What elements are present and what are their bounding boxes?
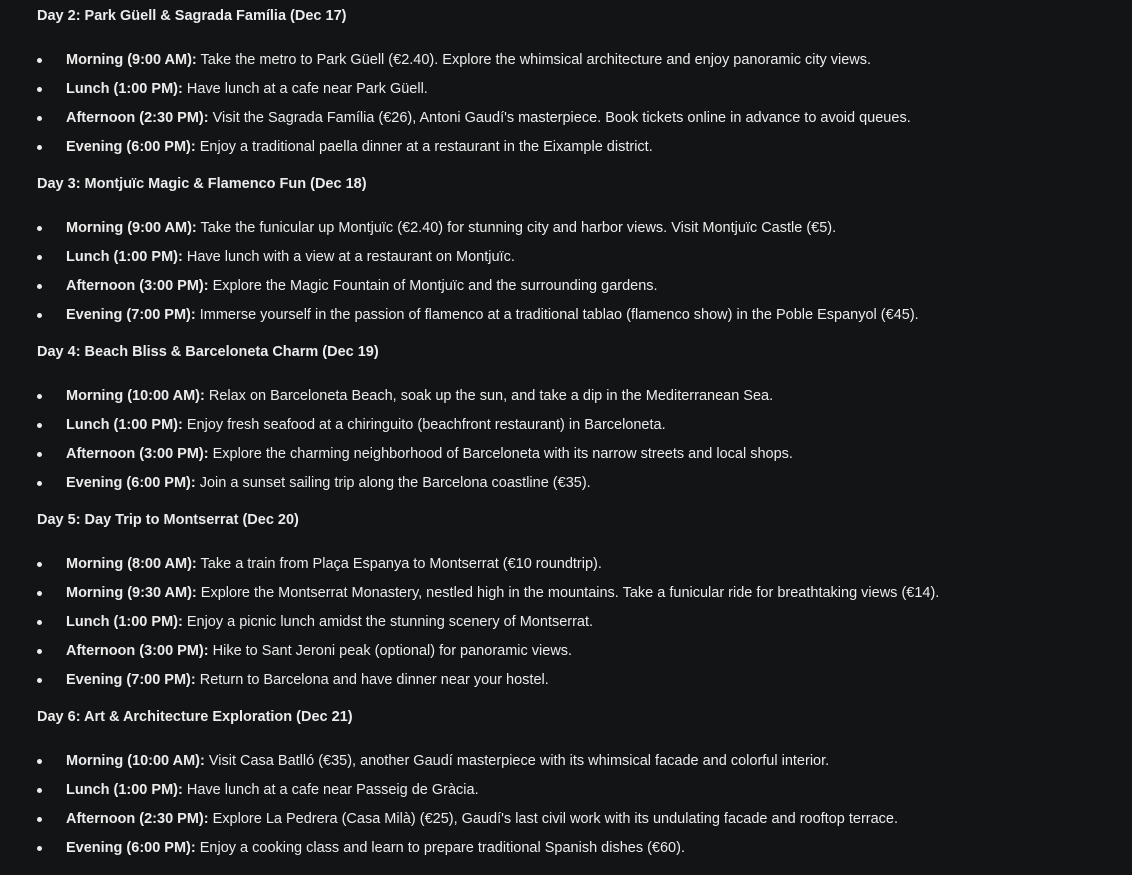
list-item xyxy=(37,133,1117,162)
activity-time-label: Morning (8:00 AM): xyxy=(66,556,197,572)
activity-time-label: Afternoon (3:00 PM): xyxy=(66,643,209,659)
bullet-icon xyxy=(37,394,42,399)
activity-text: Have lunch at a cafe near Passeig de Gràcia. xyxy=(182,782,479,798)
activity-list xyxy=(37,46,1117,162)
activity-text: Relax on Barceloneta Beach, soak up the sun, and take a dip in the Mediterranean Sea. xyxy=(204,388,774,404)
activity-list xyxy=(37,382,1117,498)
day-section xyxy=(37,342,1117,498)
list-item xyxy=(37,46,1117,75)
activity-text: Have lunch at a cafe near Park Güell. xyxy=(182,81,428,97)
list-item xyxy=(37,301,1117,330)
activity-text: Enjoy a picnic lunch amidst the stunning scenery of Montserrat. xyxy=(182,614,594,630)
activity-text: Take the funicular up Montjuïc (€2.40) for stunning city and harbor views. Visit Montjuïc Castle (€5). xyxy=(196,220,837,236)
activity-list xyxy=(37,747,1117,863)
activity-text: Explore the Magic Fountain of Montjuïc and the surrounding gardens. xyxy=(208,278,658,294)
activity-time-label: Morning (10:00 AM): xyxy=(66,753,205,769)
activity-time-label: Lunch (1:00 PM): xyxy=(66,782,183,798)
list-item xyxy=(37,805,1117,834)
activity-text: Return to Barcelona and have dinner near your hostel. xyxy=(195,672,549,688)
day-heading: Day 3: Montjuïc Magic & Flamenco Fun (Dec 18) xyxy=(37,176,367,192)
list-item xyxy=(37,382,1117,411)
bullet-icon xyxy=(37,284,42,289)
activity-time-label: Lunch (1:00 PM): xyxy=(66,417,183,433)
activity-time-label: Lunch (1:00 PM): xyxy=(66,249,183,265)
list-item xyxy=(37,747,1117,776)
activity-time-label: Evening (6:00 PM): xyxy=(66,840,196,856)
activity-time-label: Afternoon (3:00 PM): xyxy=(66,446,209,462)
activity-time-label: Evening (7:00 PM): xyxy=(66,307,196,323)
list-item xyxy=(37,666,1117,695)
bullet-icon xyxy=(37,591,42,596)
activity-time-label: Morning (9:30 AM): xyxy=(66,585,197,601)
activity-text: Take the metro to Park Güell (€2.40). Explore the whimsical architecture and enjoy panoramic city views. xyxy=(196,52,872,68)
activity-list xyxy=(37,214,1117,330)
activity-text: Enjoy a cooking class and learn to prepare traditional Spanish dishes (€60). xyxy=(195,840,685,856)
bullet-icon xyxy=(37,649,42,654)
list-item xyxy=(37,411,1117,440)
bullet-icon xyxy=(37,678,42,683)
day-heading: Day 5: Day Trip to Montserrat (Dec 20) xyxy=(37,512,299,528)
activity-text: Visit Casa Batlló (€35), another Gaudí masterpiece with its whimsical facade and colorful interior. xyxy=(204,753,830,769)
bullet-icon xyxy=(37,788,42,793)
activity-time-label: Afternoon (3:00 PM): xyxy=(66,278,209,294)
itinerary-content xyxy=(37,0,1117,875)
bullet-icon xyxy=(37,620,42,625)
day-heading: Day 6: Art & Architecture Exploration (Dec 21) xyxy=(37,709,353,725)
activity-text: Take a train from Plaça Espanya to Montserrat (€10 roundtrip). xyxy=(196,556,602,572)
activity-text: Enjoy a traditional paella dinner at a restaurant in the Eixample district. xyxy=(195,139,653,155)
day-section xyxy=(37,510,1117,695)
bullet-icon xyxy=(37,145,42,150)
bullet-icon xyxy=(37,58,42,63)
day-section xyxy=(37,6,1117,162)
bullet-icon xyxy=(37,846,42,851)
list-item xyxy=(37,469,1117,498)
activity-time-label: Lunch (1:00 PM): xyxy=(66,614,183,630)
bullet-icon xyxy=(37,817,42,822)
activity-list xyxy=(37,550,1117,695)
activity-time-label: Evening (7:00 PM): xyxy=(66,672,196,688)
activity-text: Explore La Pedrera (Casa Milà) (€25), Gaudí's last civil work with its undulating facade and rooftop terrace. xyxy=(208,811,899,827)
list-item xyxy=(37,75,1117,104)
activity-time-label: Lunch (1:00 PM): xyxy=(66,81,183,97)
day-heading: Day 2: Park Güell & Sagrada Família (Dec 17) xyxy=(37,8,347,24)
bullet-icon xyxy=(37,452,42,457)
activity-text: Visit the Sagrada Família (€26), Antoni Gaudí's masterpiece. Book tickets online in advance to avoid queues. xyxy=(208,110,911,126)
activity-text: Join a sunset sailing trip along the Barcelona coastline (€35). xyxy=(195,475,591,491)
bullet-icon xyxy=(37,481,42,486)
bullet-icon xyxy=(37,226,42,231)
bullet-icon xyxy=(37,313,42,318)
list-item xyxy=(37,776,1117,805)
activity-text: Immerse yourself in the passion of flamenco at a traditional tablao (flamenco show) in the Poble Espanyol (€45). xyxy=(195,307,919,323)
bullet-icon xyxy=(37,562,42,567)
bullet-icon xyxy=(37,423,42,428)
activity-text: Have lunch with a view at a restaurant on Montjuïc. xyxy=(182,249,515,265)
list-item xyxy=(37,579,1117,608)
list-item xyxy=(37,214,1117,243)
list-item xyxy=(37,834,1117,863)
activity-time-label: Morning (9:00 AM): xyxy=(66,220,197,236)
bullet-icon xyxy=(37,759,42,764)
activity-time-label: Morning (9:00 AM): xyxy=(66,52,197,68)
activity-time-label: Evening (6:00 PM): xyxy=(66,139,196,155)
bullet-icon xyxy=(37,255,42,260)
activity-text: Enjoy fresh seafood at a chiringuito (beachfront restaurant) in Barceloneta. xyxy=(182,417,666,433)
activity-text: Hike to Sant Jeroni peak (optional) for panoramic views. xyxy=(208,643,573,659)
activity-time-label: Morning (10:00 AM): xyxy=(66,388,205,404)
list-item xyxy=(37,440,1117,469)
day-section xyxy=(37,174,1117,330)
list-item xyxy=(37,272,1117,301)
activity-time-label: Afternoon (2:30 PM): xyxy=(66,811,209,827)
bullet-icon xyxy=(37,116,42,121)
day-section xyxy=(37,707,1117,863)
activity-text: Explore the charming neighborhood of Barceloneta with its narrow streets and local shops. xyxy=(208,446,793,462)
list-item xyxy=(37,243,1117,272)
list-item xyxy=(37,104,1117,133)
day-heading: Day 4: Beach Bliss & Barceloneta Charm (Dec 19) xyxy=(37,344,379,360)
bullet-icon xyxy=(37,87,42,92)
list-item xyxy=(37,637,1117,666)
list-item xyxy=(37,550,1117,579)
list-item xyxy=(37,608,1117,637)
activity-text: Explore the Montserrat Monastery, nestled high in the mountains. Take a funicular ride for breathtaking views (€14). xyxy=(196,585,940,601)
activity-time-label: Afternoon (2:30 PM): xyxy=(66,110,209,126)
activity-time-label: Evening (6:00 PM): xyxy=(66,475,196,491)
